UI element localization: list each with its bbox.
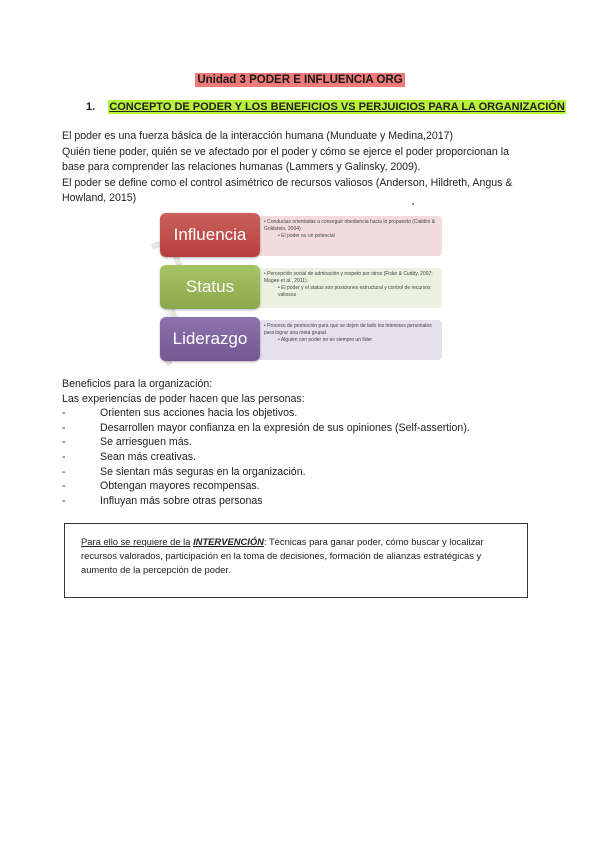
section-heading-text: CONCEPTO DE PODER Y LOS BENEFICIOS VS PERJUICIOS PARA LA ORGANIZACIÓN [109,101,565,113]
diagram-sub-bullet: El poder es un potencial [281,233,335,239]
tile-liderazgo [160,317,260,361]
diagram-row-influencia [160,213,442,257]
diagram-sub-bullet: El poder y el status son posiciones estructural y control de recursos valiosos [278,285,431,298]
intervention-text [81,535,513,577]
list-item: - Se arriesguen más. [62,436,192,449]
diagram-bullets: • Percepción social de admiración y respeto por otros (Fiske & Cuddy, 2007; Magee et al., 2011). • El poder y el status son posiciones estructural y control de recursos valiosos [264,271,433,298]
diagram-row-status [160,265,442,309]
tile-status [160,265,260,309]
list-item: - Orienten sus acciones hacia los objetivos. [62,407,298,420]
document-title [0,70,600,88]
benefits-heading: Beneficios para la organización: [62,378,213,390]
tile-label: Influencia [173,225,247,244]
intervention-lead: Para ello se requiere de la [81,536,191,547]
diagram-row-liderazgo [160,317,442,361]
list-item: - Se sientan más seguras en la organización. [62,465,306,478]
tile-influencia [160,213,260,257]
section-number: 1. [86,101,96,113]
intro-line: El poder se define como el control asimétrico de recursos valiosos (Anderson, Hildreth, Angus & Howland, 2015) [62,176,513,205]
intro-line: Quién tiene poder, quién se ve afectado por el poder y cómo se ejerce el poder proporcionan la base para comprender las relaciones humanas (Lammers y Galinsky, 2009). [62,145,509,174]
diagram-sub-bullet: Alguien con poder no es siempre un líder [280,337,373,343]
diagram-bullets: • Conductas orientadas a conseguir obediencia hacia lo propuesto (Cialdini & Goldstein, 2004) • El poder es un potencial [264,219,436,239]
intro-paragraphs [62,129,532,207]
power-diagram [150,207,450,367]
tile-label: Status [185,277,235,296]
diagram-bullet: Proceso de promoción para que se dejen de lado los intereses personales para lograr una meta grupal. [264,323,432,336]
intervention-rest: : Técnicas para ganar poder, cómo buscar y localizar recursos valorados, participación en la toma de decisiones, formación de alianzas estratégicas y aumento de la percepción de poder. [81,536,484,575]
document-title-text: Unidad 3 PODER E INFLUENCIA ORG [197,74,403,86]
stray-dot [412,203,414,205]
benefits-lead: Las experiencias de poder hacen que las personas: [62,392,305,405]
list-item: - Obtengan mayores recompensas. [62,480,260,493]
benefits-section [62,377,542,508]
intervention-keyword: INTERVENCIÓN [193,536,264,547]
intervention-box [64,523,528,598]
list-item: - Sean más creativas. [62,450,196,463]
list-item: - Desarrollen mayor confianza en la expresión de sus opiniones (Self-assertion). [62,421,470,434]
intro-line: El poder es una fuerza básica de la interacción humana (Munduate y Medina,2017) [62,130,454,142]
diagram-bullet: Percepción social de admiración y respeto por otros (Fiske & Cuddy, 2007; Magee et al., 2011). [264,271,433,284]
diagram-bullet: Conductas orientadas a conseguir obediencia hacia lo propuesto (Cialdini & Goldstein, 2004) [264,219,436,232]
section-heading [86,101,566,113]
diagram-bullets: • Proceso de promoción para que se dejen de lado los intereses personales para lograr una meta grupal. • Alguien con poder no es siempre un líder [264,323,432,343]
list-item: - Influyan más sobre otras personas [62,494,263,507]
tile-label: Liderazgo [172,329,248,348]
